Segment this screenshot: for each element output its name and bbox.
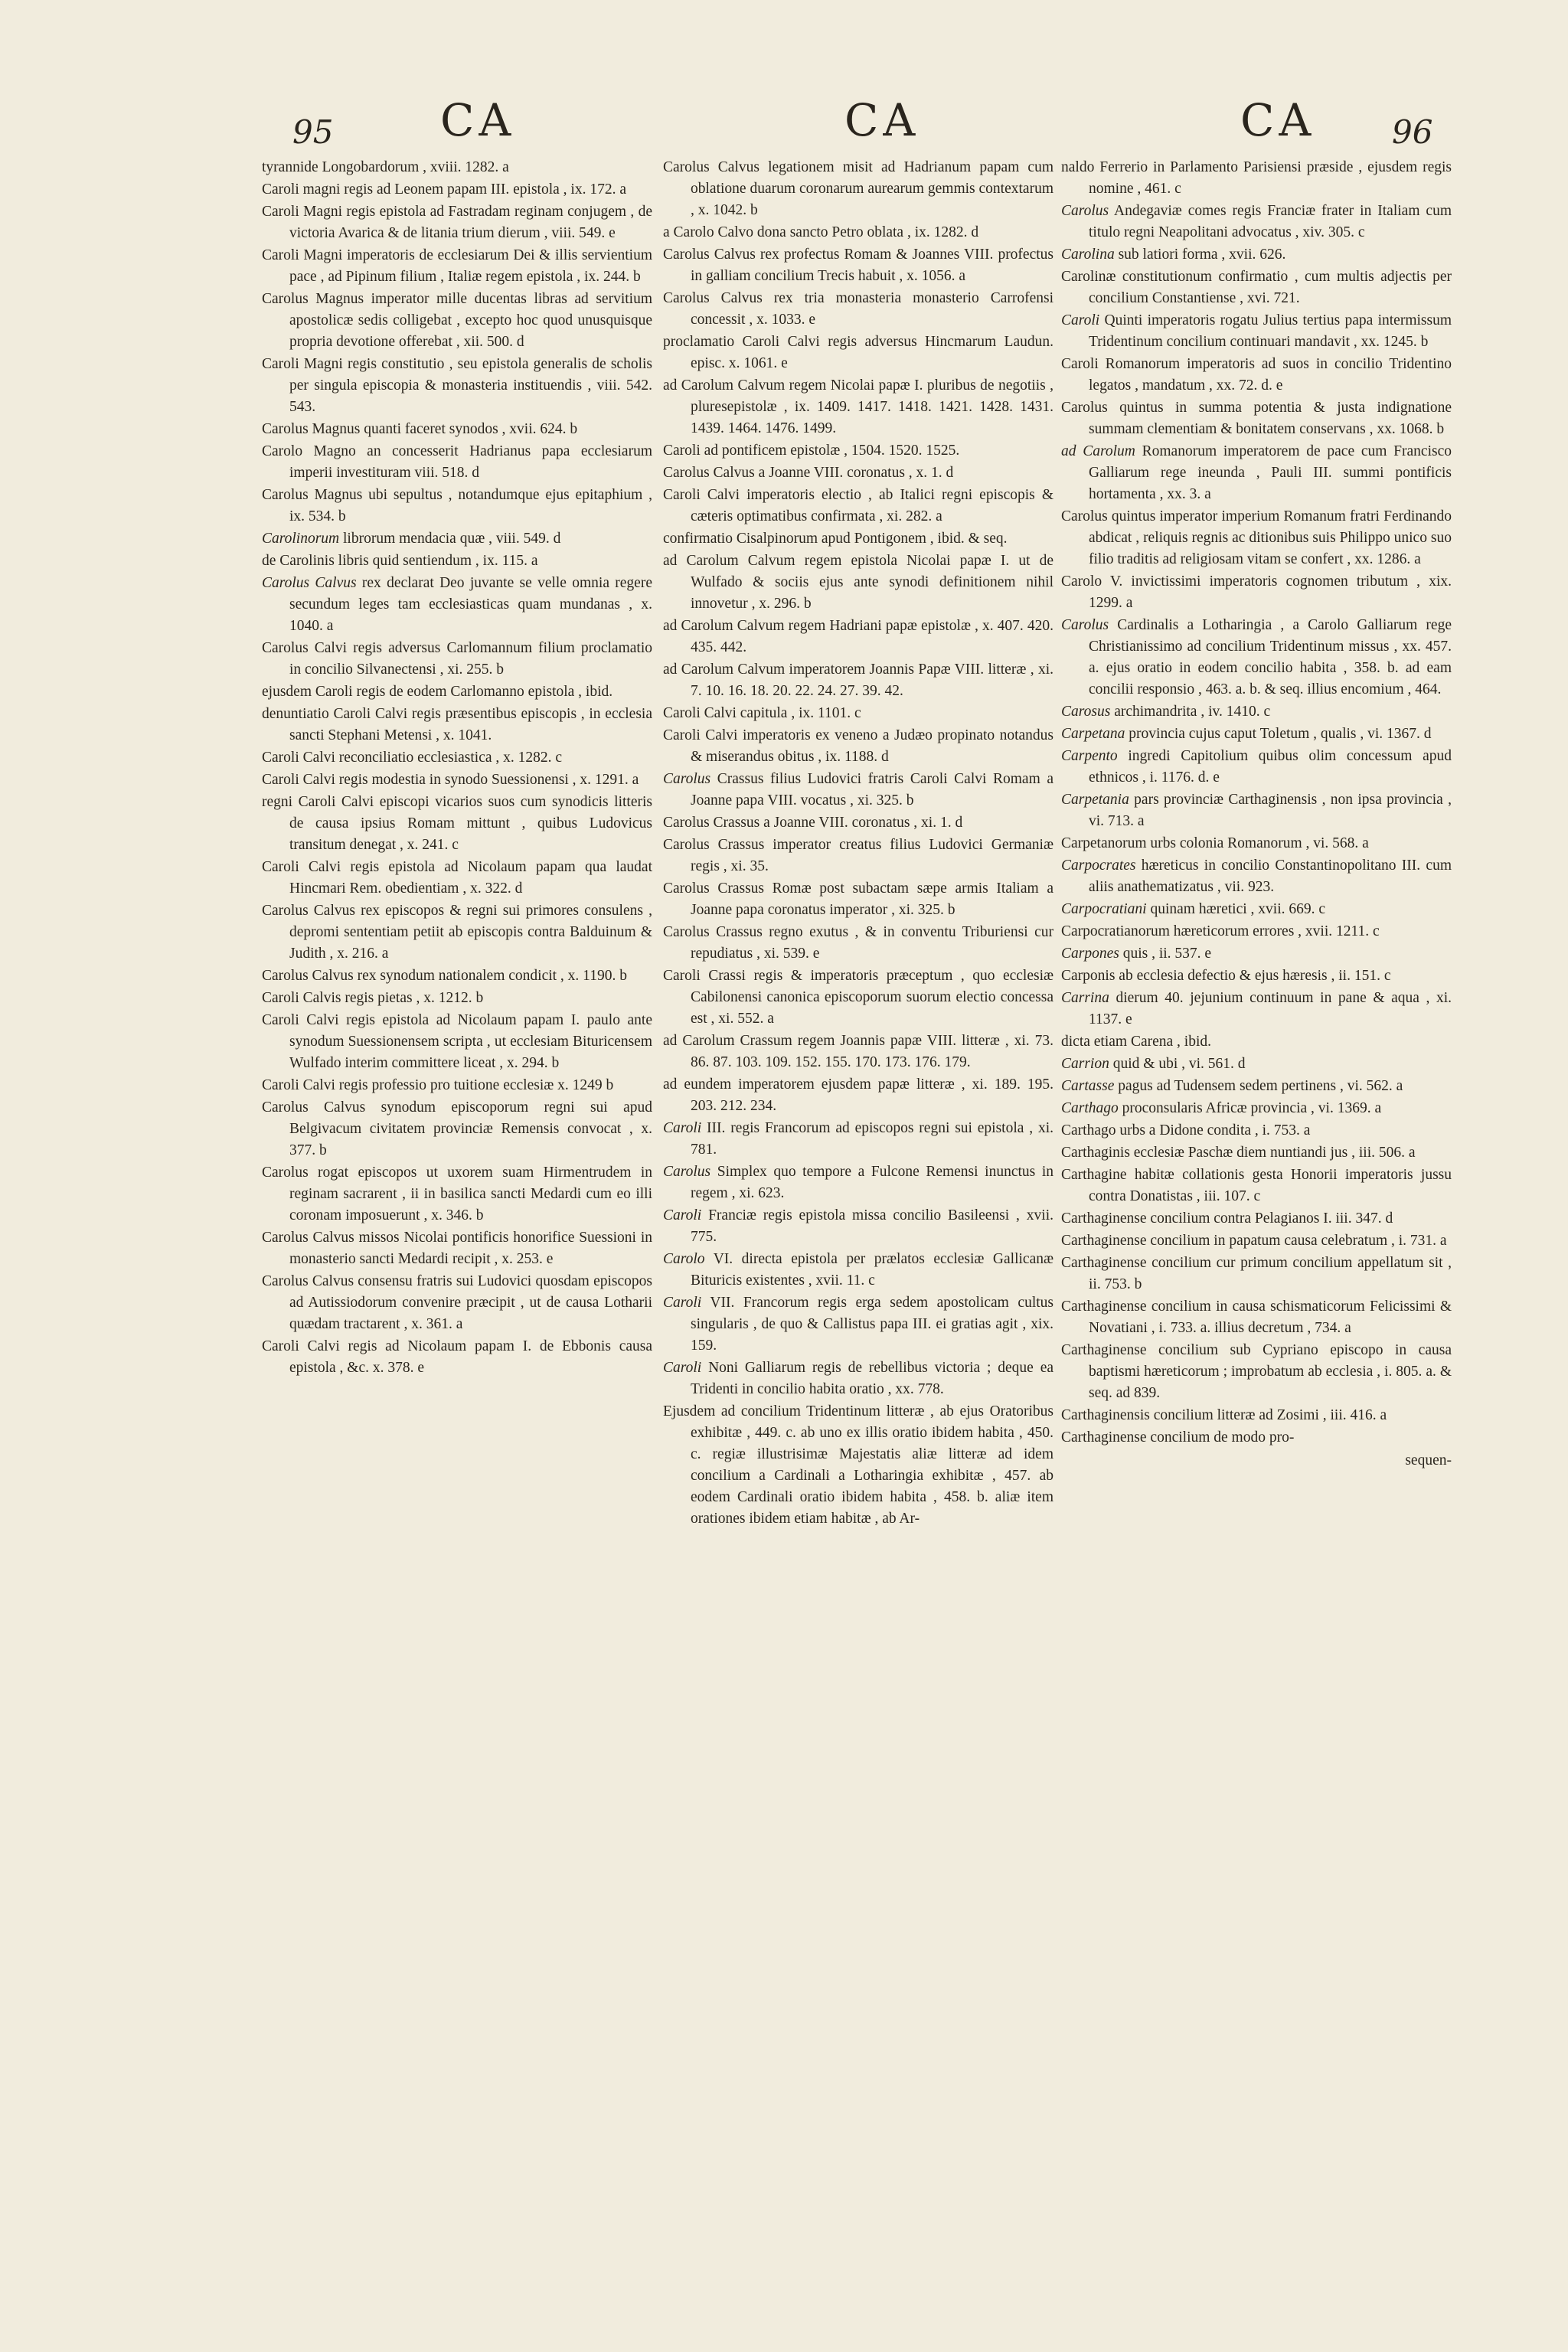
entry-text: Caroli Calvi imperatoris ex veneno a Judæo propinato notandus & miserandus obitus , ix. 1188. d <box>663 727 1054 765</box>
entry-text: Carolo V. invictissimi imperatoris cognomen tributum , xix. 1299. a <box>1061 573 1452 611</box>
index-entry <box>663 1031 1054 1073</box>
entry-text: Carolus Calvus missos Nicolai pontificis honorifice Suessioni in monasterio sancti Medardi recipit , x. 253. e <box>262 1230 652 1267</box>
index-entry <box>262 1271 652 1335</box>
entry-headword: Carosus <box>1061 704 1111 720</box>
index-entry <box>663 528 1054 550</box>
page-number-right: 96 <box>1392 113 1433 151</box>
entry-headword: Carolus <box>663 771 711 787</box>
index-entry <box>1061 988 1452 1031</box>
index-entry <box>262 179 652 201</box>
entry-text: Carolus quintus in summa potentia & justa indignatione summam clementiam & bonitatem conservans , xx. 1068. b <box>1061 400 1452 437</box>
index-entry <box>262 965 652 987</box>
entry-text: Carthagine habitæ collationis gesta Honorii imperatoris jussu contra Donatistas , iii. 107. c <box>1061 1167 1452 1204</box>
entry-text: ad Carolum Calvum regem Hadriani papæ epistolæ , x. 407. 420. 435. 442. <box>663 618 1054 655</box>
index-entry <box>663 659 1054 702</box>
index-entry <box>1061 310 1452 353</box>
index-entry <box>1061 855 1452 898</box>
index-entry <box>1061 1098 1452 1119</box>
entry-text: Carthaginensis concilium litteræ ad Zosimi , iii. 416. a <box>1061 1407 1387 1423</box>
entry-text: Caroli Calvi regis modestia in synodo Suessionensi , x. 1291. a <box>262 772 639 788</box>
entry-text: Carolus Calvus rex synodum nationalem condicit , x. 1190. b <box>262 968 627 984</box>
entry-text: Caroli Calvi regis ad Nicolaum papam I. de Ebbonis causa epistola , &c. x. 378. e <box>262 1338 652 1376</box>
entry-headword: Carolo <box>663 1251 705 1267</box>
entry-headword: Caroli <box>663 1360 702 1376</box>
entry-text: Caroli Calvi capitula , ix. 1101. c <box>663 705 861 721</box>
index-entry <box>262 638 652 681</box>
entry-text: Carolus Magnus imperator mille ducentas libras ad servitium apostolicæ sedis colligebat , excepto hoc quod unusquisque propria devotione offerebat , xii. 500. d <box>262 291 652 350</box>
index-entry <box>1061 899 1452 920</box>
entry-text: Caroli Calvi reconciliatio ecclesiastica , x. 1282. c <box>262 750 563 766</box>
index-entry <box>663 616 1054 658</box>
entry-text: ad Carolum Calvum regem epistola Nicolai papæ I. ut de Wulfado & sociis ejus ante synodi definitionem nihil innovetur , x. 296. b <box>663 553 1054 612</box>
index-entry <box>663 462 1054 484</box>
index-entry <box>1061 1120 1452 1142</box>
entry-text: Carthaginense concilium sub Cypriano episcopo in causa baptismi hæreticorum ; improbatum ab ecclesia , i. 805. a. & seq. ad 839. <box>1061 1342 1452 1401</box>
index-entry <box>262 681 652 703</box>
entry-text: Simplex quo tempore a Fulcone Remensi inunctus in regem , xi. 623. <box>691 1164 1054 1201</box>
index-entry <box>262 769 652 791</box>
index-entry <box>1061 615 1452 701</box>
index-column-2 <box>663 157 1054 1530</box>
index-entry <box>1061 1340 1452 1404</box>
index-entry <box>1061 506 1452 570</box>
index-entry <box>663 1161 1054 1204</box>
entry-headword: Caroli <box>663 1120 702 1136</box>
index-entry <box>1061 1142 1452 1164</box>
entry-text: Carolus Calvi regis adversus Carlomannum filium proclamatio in concilio Silvanectensi , xi. 255. b <box>262 640 652 678</box>
index-entry <box>262 419 652 440</box>
entry-text: Carolus Calvus rex episcopos & regni sui primores consulens , depromi sententiam petiit ab episcopis contra Balduinum & Judith , x. 216. a <box>262 903 652 962</box>
entry-text: Carolus Crassus a Joanne VIII. coronatus , xi. 1. d <box>663 815 963 831</box>
index-entry <box>262 747 652 769</box>
index-entry <box>1061 1054 1452 1075</box>
entry-text: Carolus Crassus Romæ post subactam sæpe armis Italiam a Joanne papa coronatus imperator , xi. 325. b <box>663 880 1054 918</box>
index-entry <box>1061 397 1452 440</box>
entry-text: librorum mendacia quæ , viii. 549. d <box>339 531 561 547</box>
index-entry <box>262 528 652 550</box>
entry-text: Carthaginense concilium cur primum concilium appellatum sit , ii. 753. b <box>1061 1255 1452 1292</box>
entry-text: Caroli Calvi regis epistola ad Nicolaum papam I. paulo ante synodum Suessionensem scripta , ut ecclesiam Bituricensem Wulfado interim committere liceat , x. 294. b <box>262 1012 652 1071</box>
index-entry <box>663 922 1054 965</box>
index-entry <box>1061 157 1452 200</box>
entry-text: Carolus Calvus a Joanne VIII. coronatus , x. 1. d <box>663 465 954 481</box>
entry-text: Caroli Magni imperatoris de ecclesiarum Dei & illis servientium pace , ad Pipinum filium , Italiæ regem epistola , ix. 244. b <box>262 247 652 285</box>
index-entry <box>663 550 1054 615</box>
index-entry <box>663 769 1054 812</box>
entry-text: rex declarat Deo juvante se velle omnia regere secundum leges tam ecclesiasticas quam mundanas , x. 1040. a <box>289 575 652 634</box>
entry-text: Carthaginense concilium de modo pro- <box>1061 1429 1295 1446</box>
index-entry <box>663 812 1054 834</box>
entry-headword: Carpocrates <box>1061 858 1136 874</box>
entry-text: Ejusdem ad concilium Tridentinum litteræ , ab ejus Oratoribus exhibitæ , 449. c. ab uno ex illis oratio ibidem habita , 450. c. regiæ illustrisimæ Majestatis aliæ litteræ ad idem concilium a Cardinali a Lotharingia exhibitæ , 457. ab eodem Cardinali oratio ibidem habita , 458. b. aliæ item orationes ibidem etiam habitæ , ab Ar- <box>663 1403 1054 1527</box>
index-entry <box>262 1336 652 1379</box>
index-entry <box>262 1097 652 1161</box>
entry-text: Carthaginense concilium in papatum causa celebratum , i. 731. a <box>1061 1233 1447 1249</box>
index-entry <box>262 704 652 746</box>
entry-text: dicta etiam Carena , ibid. <box>1061 1034 1212 1050</box>
page-number-left: 95 <box>292 113 334 151</box>
entry-headword: Carpetania <box>1061 792 1129 808</box>
entry-text: dierum 40. jejunium continuum in pane & aqua , xi. 1137. e <box>1089 990 1452 1027</box>
entry-text: VII. Francorum regis erga sedem apostolicam cultus singularis , de quo & Callistus papa III. ei gratias agit , xix. 159. <box>691 1295 1054 1354</box>
index-entry <box>1061 943 1452 965</box>
index-entry <box>663 1205 1054 1248</box>
entry-text: Carolus Calvus consensu fratris sui Ludovici quosdam episcopos ad Autissiodorum convenire præcipit , ut de causa Lotharii quædam tractarent , x. 361. a <box>262 1273 652 1332</box>
index-entry <box>663 1249 1054 1292</box>
entry-text: Caroli Calvi imperatoris electio , ab Italici regni episcopis & cæteris optimatibus confirmata , xi. 282. a <box>663 487 1054 524</box>
index-entry <box>262 573 652 637</box>
entry-text: Carthaginense concilium in causa schismaticorum Felicissimi & Novatiani , i. 733. a. illius decretum , 734. a <box>1061 1298 1452 1336</box>
index-entry <box>663 835 1054 877</box>
index-entry <box>262 900 652 965</box>
index-entry <box>663 1118 1054 1161</box>
entry-text: Carolus rogat episcopos ut uxorem suam Hirmentrudem in reginam sacrarent , ii in basilica sancti Medardi cum eo illi coronam imposuerunt , x. 346. b <box>262 1165 652 1223</box>
index-entry <box>1061 724 1452 745</box>
index-entry <box>1061 789 1452 832</box>
entry-text: Caroli Magni regis constitutio , seu epistola generalis de scholis per singula episcopia & monasteria instituendis , viii. 542. 543. <box>262 356 652 415</box>
entry-text: Carolus Calvus legationem misit ad Hadrianum papam cum oblatione duarum coronarum aurearum gemmis contextarum , x. 1042. b <box>663 159 1054 218</box>
entry-text: Carthago urbs a Didone condita , i. 753. a <box>1061 1122 1311 1138</box>
index-entry <box>1061 201 1452 243</box>
entry-text: ad Carolum Crassum regem Joannis papæ VIII. litteræ , xi. 73. 86. 87. 103. 109. 152. 155. 170. 173. 176. 179. <box>663 1033 1054 1070</box>
entry-headword: Caroli <box>663 1207 702 1223</box>
index-entry <box>1061 244 1452 266</box>
index-entry <box>1061 1253 1452 1295</box>
entry-text: Carolus Crassus imperator creatus filius Ludovici Germaniæ regis , xi. 35. <box>663 837 1054 874</box>
index-entry <box>262 245 652 288</box>
entry-text: Carolus Magnus ubi sepultus , notandumque ejus epitaphium , ix. 534. b <box>262 487 652 524</box>
index-column-3 <box>1061 157 1452 1472</box>
entry-text: Carolus Calvus synodum episcoporum regni sui apud Belgivacum civitatem provinciæ Remensis convocat , x. 377. b <box>262 1099 652 1158</box>
index-entry <box>1061 701 1452 723</box>
index-entry <box>663 375 1054 439</box>
entry-headword: Carpones <box>1061 946 1119 962</box>
entry-text: Carolinæ constitutionum confirmatio , cum multis adjectis per concilium Constantiense , xvi. 721. <box>1061 269 1452 306</box>
index-entry <box>1061 1031 1452 1053</box>
entry-text: pagus ad Tudensem sedem pertinens , vi. 562. a <box>1114 1078 1403 1094</box>
entry-text: regni Caroli Calvi episcopi vicarios suos cum synodicis litteris de causa ipsius Romam mittunt , quibus Ludovicus transitum denegat , x. 241. c <box>262 794 652 853</box>
entry-text: Carolus quintus imperator imperium Romanum fratri Ferdinando abdicat , reliquis regnis ac ditionibus suis Philippo unico suo filio traditis ad religiosam vitam se confert , xx. 1286. a <box>1061 508 1452 567</box>
entry-text: archimandrita , iv. 1410. c <box>1110 704 1271 720</box>
index-entry <box>663 965 1054 1030</box>
entry-text: Caroli magni regis ad Leonem papam III. epistola , ix. 172. a <box>262 181 626 198</box>
index-entry <box>1061 1427 1452 1449</box>
index-entry <box>663 157 1054 221</box>
index-entry <box>262 1162 652 1227</box>
entry-text: quid & ubi , vi. 561. d <box>1109 1056 1246 1072</box>
entry-text: Carthaginense concilium contra Pelagianos I. iii. 347. d <box>1061 1210 1393 1227</box>
entry-text: Romanorum imperatorem de pace cum Francisco Galliarum rege ineunda , Pauli III. summi pontificis hortamenta , xx. 3. a <box>1089 443 1452 502</box>
entry-text: Caroli Calvi regis professio pro tuitione ecclesiæ x. 1249 b <box>262 1077 614 1093</box>
index-entry <box>1061 266 1452 309</box>
entry-text: Crassus filius Ludovici fratris Caroli Calvi Romam a Joanne papa VIII. vocatus , xi. 325. b <box>691 771 1054 808</box>
entry-text: provincia cujus caput Toletum , qualis , vi. 1367. d <box>1125 726 1432 742</box>
entry-headword: Cartasse <box>1061 1078 1115 1094</box>
entry-text: VI. directa epistola per prælatos ecclesiæ Gallicanæ Bituricis existentes , xvii. 11. c <box>691 1251 1054 1289</box>
index-entry <box>262 1227 652 1270</box>
index-entry <box>262 441 652 484</box>
entry-headword: Carolus Calvus <box>262 575 357 591</box>
entry-text: ingredi Capitolium quibus olim concessum apud ethnicos , i. 1176. d. e <box>1089 748 1452 786</box>
entry-text: Quinti imperatoris rogatu Julius tertius papa intermissum Tridentinum concilium continuari mandavit , xx. 1245. b <box>1089 312 1452 350</box>
running-head-left: CA <box>440 94 516 146</box>
index-entry <box>262 550 652 572</box>
index-entry <box>663 725 1054 768</box>
index-entry <box>262 1010 652 1074</box>
entry-headword: Carolinorum <box>262 531 340 547</box>
entry-text: Andegaviæ comes regis Franciæ frater in Italiam cum titulo regni Neapolitani advocatus , xiv. 305. c <box>1089 203 1452 240</box>
entry-text: Caroli Calvi regis epistola ad Nicolaum papam qua laudat Hincmari Rem. obedientiam , x. 322. d <box>262 859 652 897</box>
index-entry <box>1061 571 1452 614</box>
entry-text: sub latiori forma , xvii. 626. <box>1114 247 1286 263</box>
running-head-right: CA <box>1240 94 1316 146</box>
entry-text: ad eundem imperatorem ejusdem papæ litteræ , xi. 189. 195. 203. 212. 234. <box>663 1076 1054 1114</box>
entry-text: Cardinalis a Lotharingia , a Carolo Galliarum rege Christianissimo ad concilium Tridentinum missus , xx. 457. a. ejus oratio in eodem concilio habita , 358. b. ad eam concilii responsio , 463. a. b. & seq. illius encomium , 464. <box>1089 617 1452 697</box>
index-entry <box>1061 1405 1452 1426</box>
entry-headword: Carrion <box>1061 1056 1109 1072</box>
entry-text: denuntiatio Caroli Calvi regis præsentibus episcopis , in ecclesia sancti Stephani Metensi , x. 1041. <box>262 706 652 743</box>
index-entry <box>262 1075 652 1096</box>
entry-text: III. regis Francorum ad episcopos regni sui epistola , xi. 781. <box>691 1120 1054 1158</box>
entry-text: Carthaginis ecclesiæ Paschæ diem nuntiandi jus , iii. 506. a <box>1061 1145 1416 1161</box>
entry-headword: Carpocratiani <box>1061 901 1147 917</box>
entry-headword: Caroli <box>663 1295 702 1311</box>
index-entry <box>663 1401 1054 1530</box>
entry-text: Carpocratianorum hæreticorum errores , xvii. 1211. c <box>1061 923 1380 939</box>
index-entry <box>262 354 652 418</box>
entry-text: Franciæ regis epistola missa concilio Basileensi , xvii. 775. <box>691 1207 1054 1245</box>
entry-text: Caroli ad pontificem epistolæ , 1504. 1520. 1525. <box>663 443 960 459</box>
index-column-1 <box>262 157 652 1380</box>
catchword: sequen- <box>1405 1452 1452 1468</box>
entry-headword: Carolus <box>1061 203 1109 219</box>
index-entry <box>663 703 1054 724</box>
index-entry <box>1061 1165 1452 1207</box>
running-head-middle: CA <box>844 94 920 146</box>
entry-text: a Carolo Calvo dona sancto Petro oblata , ix. 1282. d <box>663 224 979 240</box>
entry-text: Noni Galliarum regis de rebellibus victoria ; deque ea Tridenti in concilio habita oratio , xx. 778. <box>691 1360 1054 1397</box>
index-entry <box>1061 921 1452 942</box>
entry-text: Carponis ab ecclesia defectio & ejus hæresis , ii. 151. c <box>1061 968 1391 984</box>
index-entry <box>262 201 652 244</box>
entry-text: Caroli Calvis regis pietas , x. 1212. b <box>262 990 484 1006</box>
index-entry <box>663 485 1054 528</box>
entry-text: ad Carolum Calvum imperatorem Joannis Papæ VIII. litteræ , xi. 7. 10. 16. 18. 20. 22. 24. 27. 39. 42. <box>663 662 1054 699</box>
entry-text: Carolus Calvus rex tria monasteria monasterio Carrofensi concessit , x. 1033. e <box>663 290 1054 328</box>
index-entry <box>262 792 652 856</box>
index-entry <box>1061 1296 1452 1339</box>
entry-text: tyrannide Longobardorum , xviii. 1282. a <box>262 159 509 175</box>
entry-headword: Carolus <box>663 1164 711 1180</box>
entry-headword: Caroli <box>1061 312 1100 328</box>
index-entry <box>1061 833 1452 854</box>
index-entry <box>262 857 652 900</box>
entry-text: ejusdem Caroli regis de eodem Carlomanno epistola , ibid. <box>262 684 613 700</box>
entry-text: Carolus Magnus quanti faceret synodos , xvii. 624. b <box>262 421 578 437</box>
entry-headword: Carolina <box>1061 247 1115 263</box>
index-entry <box>1061 1208 1452 1230</box>
index-entry <box>663 332 1054 374</box>
entry-text: Caroli Crassi regis & imperatoris præceptum , quo ecclesiæ Cabilonensi canonica episcoporum suorum electio concessa est , xi. 552. a <box>663 968 1054 1027</box>
index-entry <box>663 1292 1054 1357</box>
index-entry <box>663 222 1054 243</box>
entry-text: hæreticus in concilio Constantinopolitano III. cum aliis anathematizatus , vii. 923. <box>1089 858 1452 895</box>
entry-text: Caroli Romanorum imperatoris ad suos in concilio Tridentino legatos , mandatum , xx. 72. d. e <box>1061 356 1452 394</box>
entry-text: Carolus Crassus regno exutus , & in conventu Triburiensi cur repudiatus , xi. 539. e <box>663 924 1054 962</box>
index-entry <box>663 1074 1054 1117</box>
entry-text: Carolo Magno an concesserit Hadrianus papa ecclesiarum imperii investituram viii. 518. d <box>262 443 652 481</box>
entry-text: quinam hæretici , xvii. 669. c <box>1146 901 1326 917</box>
index-entry <box>663 244 1054 287</box>
index-entry <box>663 288 1054 331</box>
entry-headword: Carpento <box>1061 748 1118 764</box>
entry-text: de Carolinis libris quid sentiendum , ix. 115. a <box>262 553 538 569</box>
index-entry <box>663 1357 1054 1400</box>
entry-text: naldo Ferrerio in Parlamento Parisiensi præside , ejusdem regis nomine , 461. c <box>1061 159 1452 197</box>
index-entry <box>262 289 652 353</box>
entry-text: proclamatio Caroli Calvi regis adversus Hincmarum Laudun. episc. x. 1061. e <box>663 334 1054 371</box>
entry-headword: Carpetana <box>1061 726 1125 742</box>
index-entry <box>1061 1230 1452 1252</box>
index-entry <box>1061 354 1452 397</box>
entry-text: ad Carolum Calvum regem Nicolai papæ I. pluribus de negotiis , pluresepistolæ , ix. 1409. 1417. 1418. 1421. 1428. 1431. 1439. 1464. 1476. 1499. <box>663 377 1054 436</box>
index-entry <box>1061 1076 1452 1097</box>
entry-text: Caroli Magni regis epistola ad Fastradam reginam conjugem , de victoria Avarica & de litania trium dierum , viii. 549. e <box>262 204 652 241</box>
entry-headword: ad Carolum <box>1061 443 1135 459</box>
index-entry <box>262 157 652 178</box>
index-entry <box>262 485 652 528</box>
entry-text: confirmatio Cisalpinorum apud Pontigonem , ibid. & seq. <box>663 531 1008 547</box>
index-entry <box>663 878 1054 921</box>
entry-headword: Carolus <box>1061 617 1109 633</box>
entry-text: proconsularis Africæ provincia , vi. 1369. a <box>1118 1100 1382 1116</box>
index-entry <box>663 440 1054 462</box>
entry-text: Carpetanorum urbs colonia Romanorum , vi. 568. a <box>1061 835 1369 851</box>
entry-text: quis , ii. 537. e <box>1119 946 1212 962</box>
index-entry <box>1061 441 1452 505</box>
entry-text: pars provinciæ Carthaginensis , non ipsa provincia , vi. 713. a <box>1089 792 1452 829</box>
index-entry <box>262 988 652 1009</box>
index-entry <box>1061 746 1452 789</box>
entry-headword: Carrina <box>1061 990 1109 1006</box>
index-entry <box>1061 965 1452 987</box>
entry-headword: Carthago <box>1061 1100 1119 1116</box>
entry-text: Carolus Calvus rex profectus Romam & Joannes VIII. profectus in galliam concilium Trecis habuit , x. 1056. a <box>663 247 1054 284</box>
